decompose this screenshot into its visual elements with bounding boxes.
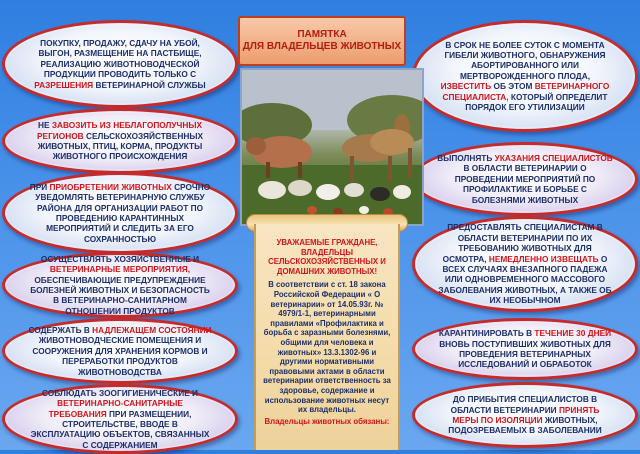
rule-text: ОСУЩЕСТВЛЯТЬ ХОЗЯЙСТВЕННЫЕ И <box>40 253 200 264</box>
farm-animals-illustration <box>242 70 424 226</box>
rule-highlight: ИЗВЕСТИТЬ <box>440 81 492 92</box>
horse-leg <box>388 156 392 182</box>
rule-text: В ОБЛАСТИ ВЕТЕРИНАРИИ О ПРОВЕДЕНИИ МЕРОПРИЯТИЙ ПО ПРОФИЛАКТИКЕ И БОРЬБЕ С БОЛЕЗНЯМИ ЖИВОТНЫХ <box>454 163 596 205</box>
rule-text: ПРИ РАЗМЕЩЕНИИ, СТРОИТЕЛЬСТВЕ, ВВОДЕ В ЭКСПЛУАТАЦИЮ ОБЪЕКТОВ, СВЯЗАННЫХ С СОДЕРЖАНИЕМ <box>30 408 210 450</box>
rule-text: ЖИВОТНЫХ, ПОДОЗРЕВАЕМЫХ В ЗАБОЛЕВАНИИ <box>448 415 602 436</box>
rule-text: СРОЧНО УВЕДОМЛЯТЬ ВЕТЕРИНАРНУЮ СЛУЖБУ РАЙОНА ДЛЯ ОРГАНИЗАЦИИ РАБОТ ПО ПРОВЕДЕНИЮ КАРАНТИННЫХ МЕРОПРИЯТИЙ И СЛЕДИТЬ ЗА ЕГО СОХРАННОСТЬЮ <box>35 181 211 244</box>
horse-leg <box>350 156 354 182</box>
rule-highlight: НАДЛЕЖАЩЕМ СОСТОЯНИИ <box>92 324 212 335</box>
cow-leg <box>266 162 270 178</box>
sheep <box>288 180 312 196</box>
page-title-line2: ДЛЯ ВЛАДЕЛЬЦЕВ ЖИВОТНЫХ <box>242 41 402 52</box>
rule-text: ПОКУПКУ, ПРОДАЖУ, СДАЧУ НА УБОЙ, ВЫГОН, РАЗМЕЩЕНИЕ НА ПАСТБИЩЕ, РЕАЛИЗАЦИЮ ЖИВОТНОВОДЧЕСКОЙ ПРОДУКЦИИ ПРОВОДИТЬ ТОЛЬКО С <box>38 37 202 80</box>
rule-text: ПРЕДОСТАВЛЯТЬ СПЕЦИАЛИСТАМ В ОБЛАСТИ ВЕТЕРИНАРИИ ПО ИХ ТРЕБОВАНИЮ ЖИВОТНЫХ ДЛЯ ОСМОТРА, <box>442 222 603 264</box>
rule-highlight: ТЕЧЕНИЕ 30 ДНЕЙ <box>534 328 612 339</box>
rule-sanitary-blob <box>2 384 238 454</box>
rule-measures-blob <box>2 252 238 318</box>
rule-inspection-blob <box>412 216 638 312</box>
rule-highlight: РАЗРЕШЕНИЯ <box>34 79 94 90</box>
rule-highlight: ВЕТЕРИНАРНО-САНИТАРНЫЕ ТРЕБОВАНИЯ <box>48 398 183 419</box>
rule-highlight: ВЕТЕРИНАРНОГО СПЕЦИАЛИСТА, <box>442 81 610 102</box>
rule-text: ВЕТЕРИНАРНОЙ СЛУЖБЫ <box>95 79 206 90</box>
rule-text: ЖИВОТНОВОДЧЕСКИЕ ПОМЕЩЕНИЯ И СООРУЖЕНИЯ ДЛЯ ХРАНЕНИЯ КОРМОВ И ПЕРЕРАБОТКИ ПРОДУКТОВ ЖИВОТНОВОДСТВА <box>32 335 208 377</box>
rule-text: ОБЕСПЕЧИВАЮЩИЕ ПРЕДУПРЕЖДЕНИЕ БОЛЕЗНЕЙ ЖИВОТНЫХ И БЕЗОПАСНОСТЬ В ВЕТЕРИНАРНО-САНИТАРНОМ ОТНОШЕНИИ ПРОДУКТОВ <box>30 274 210 316</box>
horse-leg <box>408 148 412 178</box>
sheep <box>258 181 286 199</box>
cow-leg <box>298 162 302 178</box>
rule-death-notify-blob <box>412 20 638 132</box>
chicken <box>307 206 317 214</box>
rule-text: ОБ ЭТОМ <box>493 81 533 92</box>
goat <box>393 185 411 199</box>
chicken <box>359 206 369 214</box>
rule-text: НЕ <box>37 120 50 131</box>
rule-instructions-blob <box>412 142 638 216</box>
center-notice-scroll <box>254 224 400 450</box>
rule-text: В СРОК НЕ БОЛЕЕ СУТОК С МОМЕНТА ГИБЕЛИ ЖИВОТНОГО, ОБНАРУЖЕНИЯ АБОРТИРОВАННОГО ИЛИ МЕРТВОРОЖДЕННОГО ПЛОДА, <box>444 39 606 81</box>
rule-text: СЕЛЬСКОХОЗЯЙСТВЕННЫХ ЖИВОТНЫХ, ПТИЦ, КОРМА, ПРОДУКТЫ ЖИВОТНОГО ПРОИСХОЖДЕНИЯ <box>37 130 203 162</box>
goat <box>344 183 364 197</box>
page-title-line1: ПАМЯТКА <box>297 29 347 40</box>
horse-body <box>370 129 414 155</box>
rule-text: СОБЛЮДАТЬ ЗООГИГИЕНИЧЕСКИЕ И <box>42 387 198 398</box>
rule-acquisition-blob <box>2 172 238 254</box>
page-title <box>238 16 406 66</box>
rule-highlight: ВЕТЕРИНАРНЫЕ МЕРОПРИЯТИЯ, <box>49 264 191 275</box>
cow-head <box>246 137 266 155</box>
goat <box>316 184 340 200</box>
notice-heading: УВАЖАЕМЫЕ ГРАЖДАНЕ, ВЛАДЕЛЬЦЫ СЕЛЬСКОХОЗЯЙСТВЕННЫХ И ДОМАШНИХ ЖИВОТНЫХ! <box>268 238 386 276</box>
rule-highlight: НЕМЕДЛЕННО ИЗВЕЩАТЬ <box>488 253 599 264</box>
notice-body: В соответствии с ст. 18 закона Российской Федерации « О ветеринарии» от 14.05.93г. № 4979/1-1, ветеринарными правилами «Профилактика и борьба с заразными болезнями, общими для человека и животных» 13.3.1302-96 и другими нормативными правовыми актами в области ветеринарии ответственность за здоровье, содержание и использование животных несут их владельцы. <box>263 280 391 415</box>
rule-text: ПРИ <box>29 181 48 192</box>
rule-highlight: ПРИОБРЕТЕНИИ ЖИВОТНЫХ <box>49 181 172 192</box>
rule-highlight: ЗАВОЗИТЬ ИЗ НЕБЛАГОПОЛУЧНЫХ РЕГИОНОВ <box>37 120 203 141</box>
rule-permission-blob <box>2 20 238 108</box>
rule-condition-blob <box>2 318 238 384</box>
rule-isolation-blob <box>412 382 638 448</box>
rule-text: КАРАНТИНИРОВАТЬ В <box>438 328 533 339</box>
rule-text: КОТОРЫЙ ОПРЕДЕЛИТ ПОРЯДОК ЕГО УТИЛИЗАЦИИ <box>465 91 608 113</box>
farm-animals-photo <box>240 68 424 226</box>
rule-text: ВЫПОЛНЯТЬ <box>437 152 493 163</box>
rule-quarantine-blob <box>412 318 638 380</box>
rule-text: О ВСЕХ СЛУЧАЯХ ВНЕЗАПНОГО ПАДЕЖА ИЛИ ОДНОВРЕМЕННОГО МАССОВОГО ЗАБОЛЕВАНИЯ ЖИВОТНЫХ, А ТАКЖЕ ОБ ИХ НЕОБЫЧНОМ <box>438 253 612 306</box>
notice-footer: Владельцы животных обязаны: <box>264 416 390 426</box>
rule-highlight: УКАЗАНИЯ СПЕЦИАЛИСТОВ <box>494 152 613 163</box>
goat <box>370 187 390 201</box>
rule-text: СОДЕРЖАТЬ В <box>28 324 90 335</box>
rule-highlight: ПРИНЯТЬ МЕРЫ ПО ИЗОЛЯЦИИ <box>452 404 600 425</box>
rule-text: ДО ПРИБЫТИЯ СПЕЦИАЛИСТОВ В ОБЛАСТИ ВЕТЕРИНАРИИ <box>450 394 598 415</box>
rule-no-import-blob <box>2 108 238 174</box>
rule-text: ВНОВЬ ПОСТУПИВШИХ ЖИВОТНЫХ ДЛЯ ПРОВЕДЕНИЯ ВЕТЕРИНАРНЫХ ИССЛЕДОВАНИЙ И ОБРАБОТОК <box>439 338 611 370</box>
